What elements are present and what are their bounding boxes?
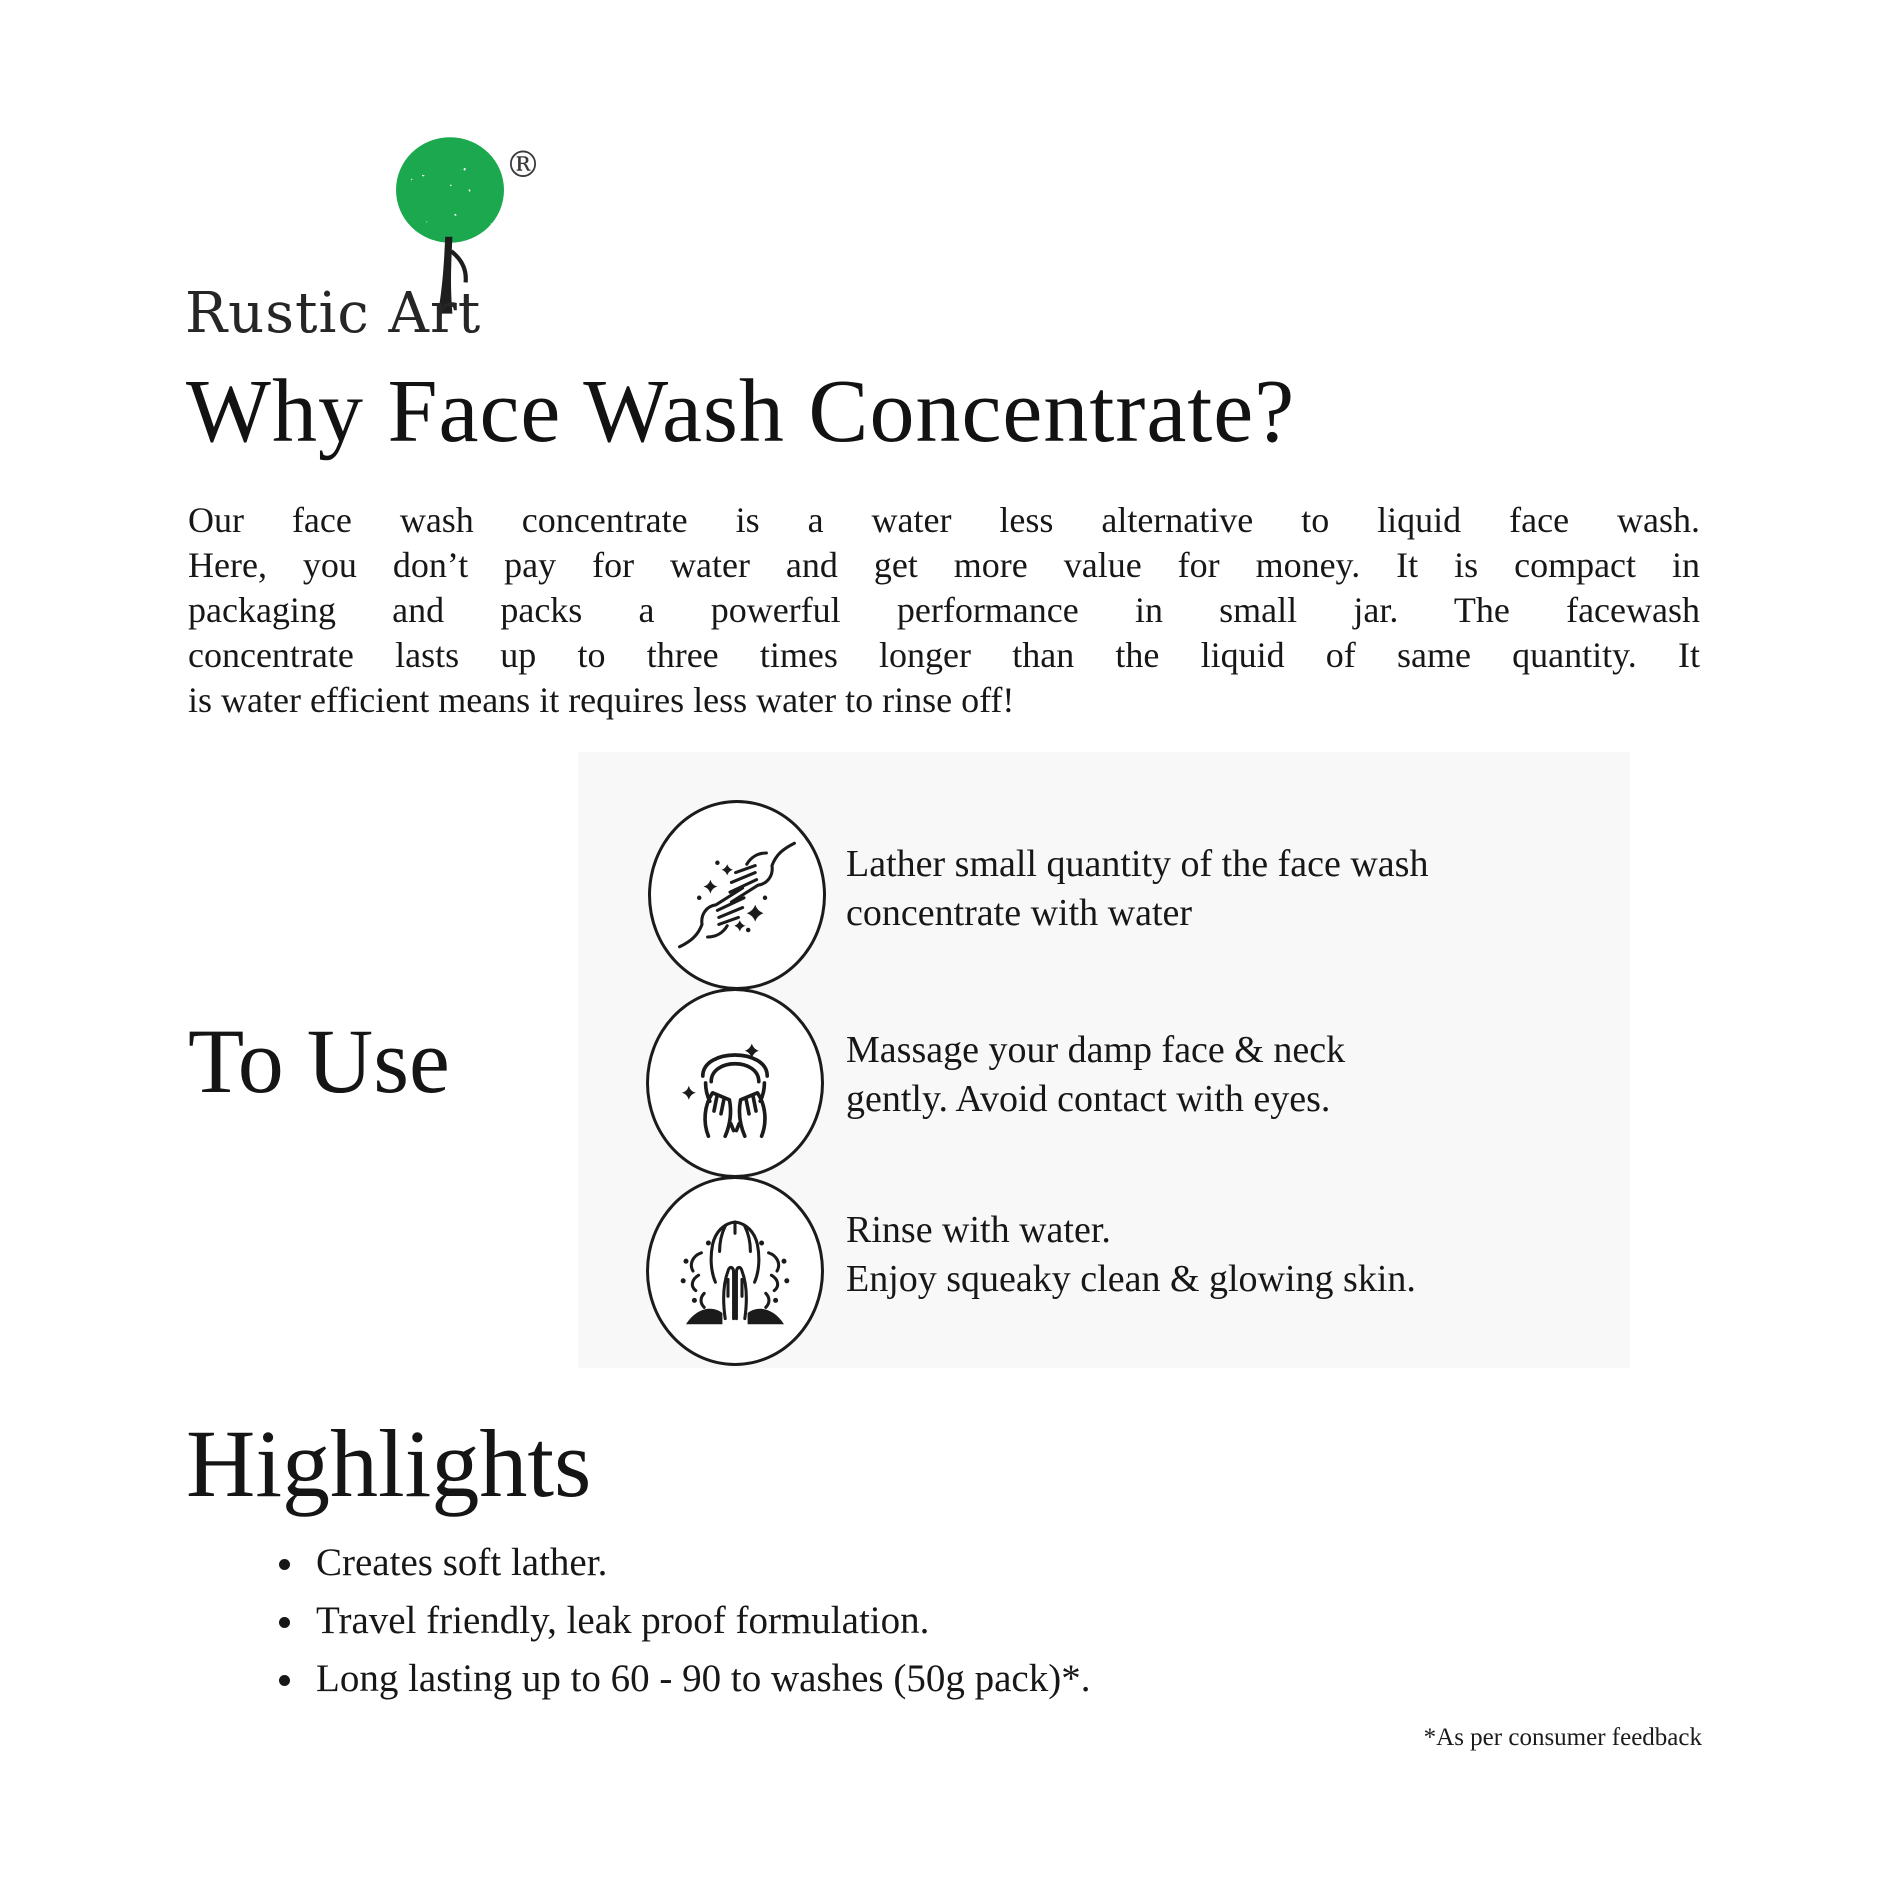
brand-logo [185,135,585,350]
rinse-splash-icon [665,1201,805,1341]
step-circle [648,800,826,990]
massage-face-icon [665,1013,805,1153]
step-caption-line: Rinse with water. [846,1209,1111,1251]
registered-trademark-icon: ® [505,145,541,186]
step-caption [846,840,1428,938]
intro-line: packaging and packs a powerful performance in small jar. The facewash [188,590,1700,630]
step-caption [846,1026,1345,1124]
intro-line: is water efficient means it requires less water to rinse off! [188,680,1015,720]
intro-line: concentrate lasts up to three times longer than the liquid of same quantity. It [188,635,1700,675]
intro-line: Here, you don’t pay for water and get more value for money. It is compact in [188,545,1700,585]
brand-name: Rustic Art [185,281,482,346]
step-caption-line: Enjoy squeaky clean & glowing skin. [846,1258,1416,1300]
highlight-item: • Creates soft lather. [308,1534,1090,1592]
highlight-item: • Travel friendly, leak proof formulation. [308,1592,1090,1650]
highlights-heading: Highlights [186,1410,592,1517]
footnote: *As per consumer feedback [1423,1724,1702,1751]
highlight-item: • Long lasting up to 60 - 90 to washes (50g pack)*. [308,1650,1090,1708]
lather-hands-icon [667,825,807,965]
intro-line: Our face wash concentrate is a water less alternative to liquid face wash. [188,500,1700,540]
step-caption-line: concentrate with water [846,892,1193,934]
intro-paragraph [188,498,1700,723]
step-caption-line: Massage your damp face & neck [846,1029,1346,1071]
page-title: Why Face Wash Concentrate? [186,362,1296,461]
step-caption [846,1206,1416,1304]
step-caption-line: gently. Avoid contact with eyes. [846,1078,1331,1120]
step-circle [646,1176,824,1366]
to-use-heading: To Use [188,1010,450,1112]
step-circle [646,988,824,1178]
highlights-list [268,1534,1090,1708]
step-caption-line: Lather small quantity of the face wash [846,843,1429,885]
